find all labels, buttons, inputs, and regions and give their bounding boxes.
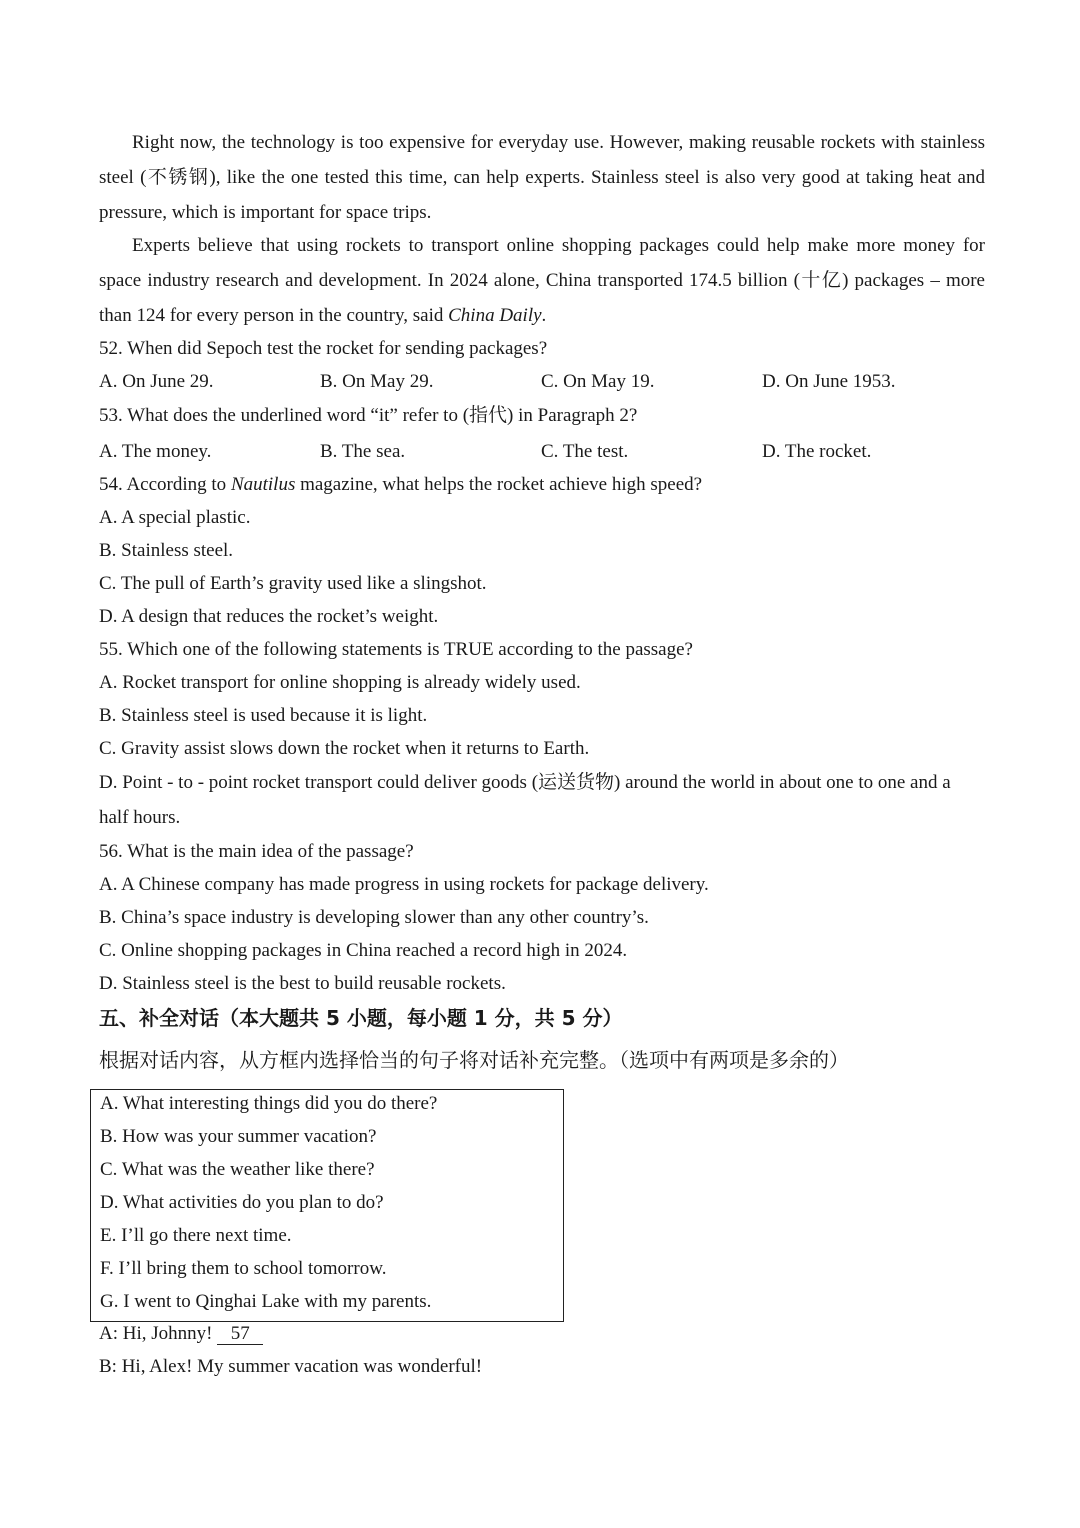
question-52-option-a: A. On June 29. (99, 371, 214, 392)
question-55-option-a: A. Rocket transport for online shopping is already widely used. (99, 672, 581, 693)
dialogue-line-1 (99, 1322, 263, 1346)
question-54-option-d: D. A design that reduces the rocket’s weight. (99, 606, 439, 627)
question-56-stem (99, 840, 414, 864)
question-text-post: magazine, what helps the rocket achieve high speed? (295, 474, 703, 495)
question-text: What is the main idea of the passage? (127, 841, 414, 862)
question-55-stem (99, 638, 693, 662)
source-name: China Daily (448, 305, 542, 326)
question-55-option-b: B. Stainless steel is used because it is light. (99, 705, 428, 726)
question-53-stem (99, 404, 637, 428)
question-53-option-d: D. The rocket. (762, 441, 872, 462)
choice-f: F. I’ll bring them to school tomorrow. (100, 1258, 387, 1279)
question-55-option-d: D. Point - to - point rocket transport could deliver goods (运送货物) around the world in about one to one and a half hours. (99, 772, 951, 828)
question-52-stem (99, 337, 547, 361)
section-5-instruction: 根据对话内容，从方框内选择恰当的句子将对话补充完整。（选项中有两项是多余的） (99, 1048, 849, 1072)
question-54-option-b: B. Stainless steel. (99, 540, 234, 561)
question-number: 55. (99, 639, 123, 660)
question-56-option-d: D. Stainless steel is the best to build reusable rockets. (99, 973, 506, 994)
choice-e: E. I’ll go there next time. (100, 1225, 292, 1246)
choice-c: C. What was the weather like there? (100, 1159, 375, 1180)
question-56-option-a: A. A Chinese company has made progress in using rockets for package delivery. (99, 874, 709, 895)
question-55-option-c: C. Gravity assist slows down the rocket when it returns to Earth. (99, 738, 590, 759)
choices-box (90, 1089, 564, 1322)
paragraph-end-mark: . (541, 305, 547, 326)
choice-b: B. How was your summer vacation? (100, 1126, 377, 1147)
question-53-option-b: B. The sea. (320, 441, 406, 462)
question-text: When did Sepoch test the rocket for sending packages? (127, 338, 548, 359)
question-56-option-c: C. Online shopping packages in China reached a record high in 2024. (99, 940, 628, 961)
passage-paragraph-1-text: Right now, the technology is too expensive for everyday use. However, making reusable rockets with stainless steel (不锈钢), like the one tested this time, can help experts. Stainless steel is also very good at taking heat and pressure, which is important for space trips. (99, 132, 985, 223)
choice-g: G. I went to Qinghai Lake with my parents. (100, 1291, 432, 1312)
question-53-option-a: A. The money. (99, 441, 212, 462)
question-number: 53. (99, 405, 123, 426)
section-5-heading: 五、补全对话（本大题共 5 小题，每小题 1 分，共 5 分） (99, 1006, 623, 1030)
passage-paragraph-1 (99, 125, 985, 230)
question-54-option-a: A. A special plastic. (99, 507, 251, 528)
question-54-option-c: C. The pull of Earth’s gravity used like a slingshot. (99, 573, 487, 594)
question-52-option-c: C. On May 19. (541, 371, 655, 392)
question-text: What does the underlined word “it” refer to (指代) in Paragraph 2? (127, 405, 638, 426)
answer-blank-57[interactable]: 57 (217, 1324, 263, 1345)
passage-paragraph-2-text: Experts believe that using rockets to transport online shopping packages could help make more money for space industry research and development. In 2024 alone, China transported 174.5 billion (十亿) packages – more than 124 for every person in the country, said (99, 235, 985, 326)
question-text: Which one of the following statements is TRUE according to the passage? (127, 639, 693, 660)
choice-d: D. What activities do you plan to do? (100, 1192, 384, 1213)
choice-a: A. What interesting things did you do there? (100, 1093, 438, 1114)
question-52-option-d: D. On June 1953. (762, 371, 896, 392)
passage-paragraph-2 (99, 228, 985, 333)
question-52-option-b: B. On May 29. (320, 371, 434, 392)
question-56-option-b: B. China’s space industry is developing slower than any other country’s. (99, 907, 649, 928)
question-53-option-c: C. The test. (541, 441, 629, 462)
dialogue-text: A: Hi, Johnny! (99, 1323, 218, 1344)
dialogue-line-2: B: Hi, Alex! My summer vacation was wonderful! (99, 1356, 483, 1377)
question-number: 52. (99, 338, 123, 359)
question-number: 54. (99, 474, 123, 495)
question-54-stem (99, 473, 702, 497)
question-text-pre: According to (126, 474, 231, 495)
magazine-name: Nautilus (230, 474, 296, 495)
question-number: 56. (99, 841, 123, 862)
